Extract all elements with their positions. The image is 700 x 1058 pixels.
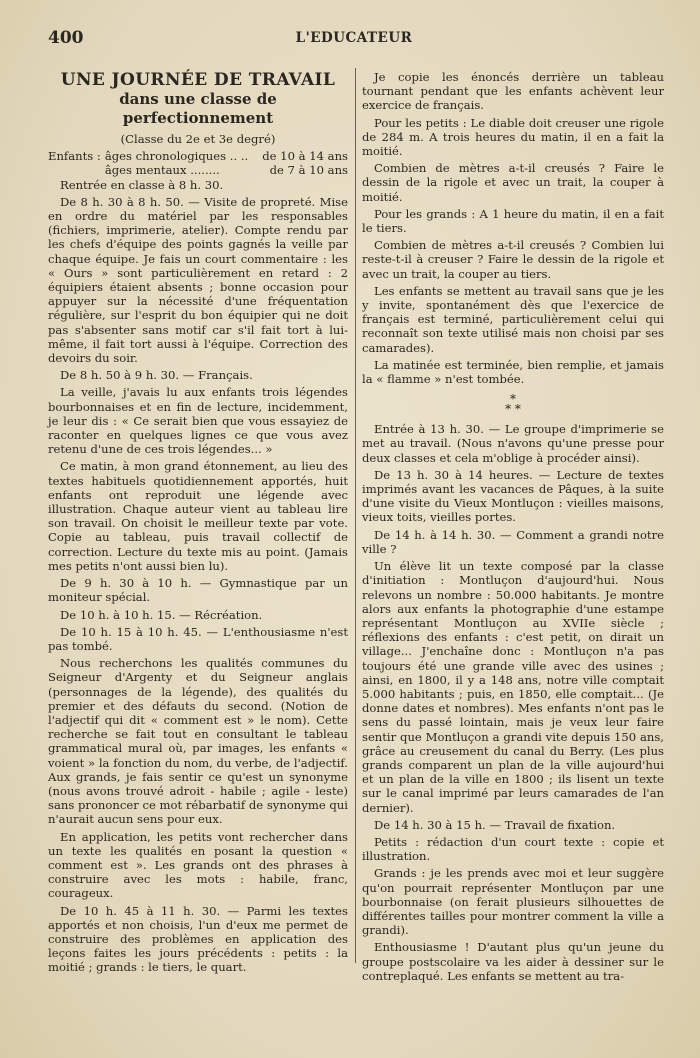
paragraph: De 13 h. 30 à 14 heures. — Lecture de textes imprimés avant les vacances de Pâques, à la suite d'une visite du Vieux Montluçon : vieilles maisons, vieux toits, vieilles portes. — [362, 467, 664, 525]
paragraph: De 10 h. à 10 h. 15. — Récréation. — [60, 607, 263, 622]
paragraph: Combien de mètres a-t-il creusés ? Combien lui reste-t-il à creuser ? Faire le dessin de la rigole et avec un trait, la couper au tiers. — [362, 238, 664, 281]
paragraph: Pour les petits : Le diable doit creuser une rigole de 284 m. A trois heures du matin, il en a fait la moitié. — [362, 115, 664, 159]
paragraph: De 8 h. 30 à 8 h. 50. — Visite de propreté. Mise en ordre du matériel par les responsables (fichiers, imprimerie, atelier). Compte rendu par les chefs d'équipe des points gagnés la veille par chaque équipe. Je fais un court commentaire : les « Ours » sont particulièrement en retard : 2 équipiers étaient absents ; bonne occasion pour appuyer sur la nécessité d'une fréquentation régulière, sur l'esprit du bon équipier qui ne doit pas s'absenter sans motif car s'il fait tort à lui-même, il fait tort aussi à l'équipe. Correction des devoirs du soir. — [48, 194, 348, 366]
paragraph: De 14 h. à 14 h. 30. — Comment a grandi notre ville ? — [362, 527, 664, 556]
journal-title: L'EDUCATEUR — [295, 30, 413, 46]
paragraph: Les enfants se mettent au travail sans que je les y invite, spontanément dès que l'exercice de français est terminé, particulièrement celui qui reconnaît son texte utilisé mais non choisi par ses camarades). — [362, 283, 664, 355]
paragraph: Entrée à 13 h. 30. — Le groupe d'imprimerie se met au travail. (Nous n'avons qu'une presse pour deux classes et cela m'oblige à procéder ainsi). — [362, 422, 664, 465]
paragraph: Enthousiasme ! D'autant plus qu'un jeune du groupe postscolaire va les aider à dessiner sur le contreplaqué. Les enfants se mettent au tra- — [362, 940, 664, 983]
paragraph: De 14 h. 30 à 15 h. — Travail de fixation. — [374, 817, 616, 832]
article-title: UNE JOURNÉE DE TRAVAIL — [60, 70, 336, 90]
paragraph: Un élève lit un texte composé par la classe d'initiation : Montluçon d'aujourd'hui. Nous relevons un nombre : 50.000 habitants. Je montre alors aux enfants la photographie d'une estampe représentant Montluçon au XVIIe siècle ; réflexions des enfants : c'est petit, on dirait un village... J'enchaîne donc : Montluçon n'a pas toujours été une grande ville avec des usines ; ainsi, en 1800, il y a 148 ans, notre ville comptait 5.000 habitants ; puis, en 1850, elle comptait... (Je donne dates et nombres). Mes enfants n'ont pas le sens du passé lointain, mais je veux leur faire sentir que Montluçon a grandi vite depuis 150 ans, grâce au creusement du canal du Berry. (Les plus grands comparent un plan de la ville aujourd'hui et un plan de la ville en 1800 ; ils lisent un texte sur le canal imprimé par leurs camarades de l'an dernier). — [362, 559, 664, 815]
age-row-value: de 7 à 10 ans — [269, 163, 348, 178]
paragraph: De 10 h. 15 à 10 h. 45. — L'enthousiasme n'est pas tombé. — [48, 624, 348, 653]
paragraph: De 9 h. 30 à 10 h. — Gymnastique par un moniteur spécial. — [48, 576, 348, 605]
paragraph: Grands : je les prends avec moi et leur suggère qu'on pourrait représenter Montluçon par une bourbonnaise (on ferait plusieurs silhouettes de différentes tailles pour montrer comment la ville a grandi). — [362, 866, 664, 938]
paragraph: Pour les grands : A 1 heure du matin, il en a fait le tiers. — [362, 206, 664, 236]
page-number: 400 — [48, 28, 84, 48]
paragraph: Ce matin, à mon grand étonnement, au lieu des textes habituels quotidiennement apportés, huit enfants ont reproduit une légende avec illustration. Chaque auteur vient au tableau lire son travail. On choisit le meilleur texte par vote. Copie au tableau, puis travail collectif de correction. Lecture du texte mis au point. (Jamais mes petits n'ont aussi bien lu). — [48, 459, 348, 573]
page-header — [48, 28, 660, 50]
paragraph: La veille, j'avais lu aux enfants trois légendes bourbonnaises et en fin de lecture, incidemment, je leur dis : « Ce serait bien que vous essayiez de raconter en quelques lignes ce que vous avez retenu d'une de ces trois légendes... » — [48, 385, 348, 457]
column-divider — [355, 68, 356, 963]
age-row-label: âges mentaux ........ — [104, 163, 220, 178]
paragraph: En application, les petits vont rechercher dans un texte les qualités en posant la question « comment est ». Les grands ont des phrases à construire avec les mots : habile, franc, courageux. — [48, 829, 348, 901]
paragraph: De 8 h. 50 à 9 h. 30. — Français. — [60, 368, 253, 383]
paragraph: La matinée est terminée, bien remplie, et jamais la « flamme » n'est tombée. — [362, 357, 664, 387]
age-label: Enfants : — [48, 149, 101, 164]
paragraph: Nous recherchons les qualités communes du Seigneur d'Argenty et du Seigneur anglais (personnages de la légende), des qualités du premier et des défauts du second. (Notion de l'adjectif qui dit « comment est » le nom). Cette recherche se fait tout en consultant le tableau grammatical mural où, par images, les enfants « voient » la fonction du nom, du verbe, de l'adjectif. Aux grands, je fais sentir ce qu'est un synonyme (nous avons trouvé adroit - habile ; agile - leste) sans prononcer ce mot rébarbatif de synonyme qui n'aurait aucun sens pour eux. — [48, 656, 348, 827]
section-separator: * * * — [505, 392, 521, 417]
paragraph: Combien de mètres a-t-il creusés ? Faire le dessin de la rigole et avec un trait, la couper à moitié. — [362, 161, 664, 204]
paragraph: Rentrée en classe à 8 h. 30. — [60, 177, 224, 192]
class-degree: (Classe du 2e et 3e degré) — [120, 132, 276, 146]
paragraph: Je copie les énoncés derrière un tableau tournant pendant que les enfants achèvent leur exercice de français. — [362, 70, 664, 113]
left-column — [48, 70, 348, 978]
right-column — [362, 70, 664, 986]
ages-table — [48, 149, 348, 177]
age-row-value: de 10 à 14 ans — [262, 149, 348, 164]
paragraph: De 10 h. 45 à 11 h. 30. — Parmi les textes apportés et non choisis, l'un d'eux me permet de construire des problèmes en application des leçons faites les jours précédents : petits : la moitié ; grands : le tiers, le quart. — [48, 903, 348, 975]
paragraph: Petits : rédaction d'un court texte : copie et illustration. — [362, 834, 664, 864]
age-row-label: âges chronologiques .. .. — [104, 149, 249, 164]
article-subtitle: dans une classe de perfectionnement — [119, 90, 277, 127]
